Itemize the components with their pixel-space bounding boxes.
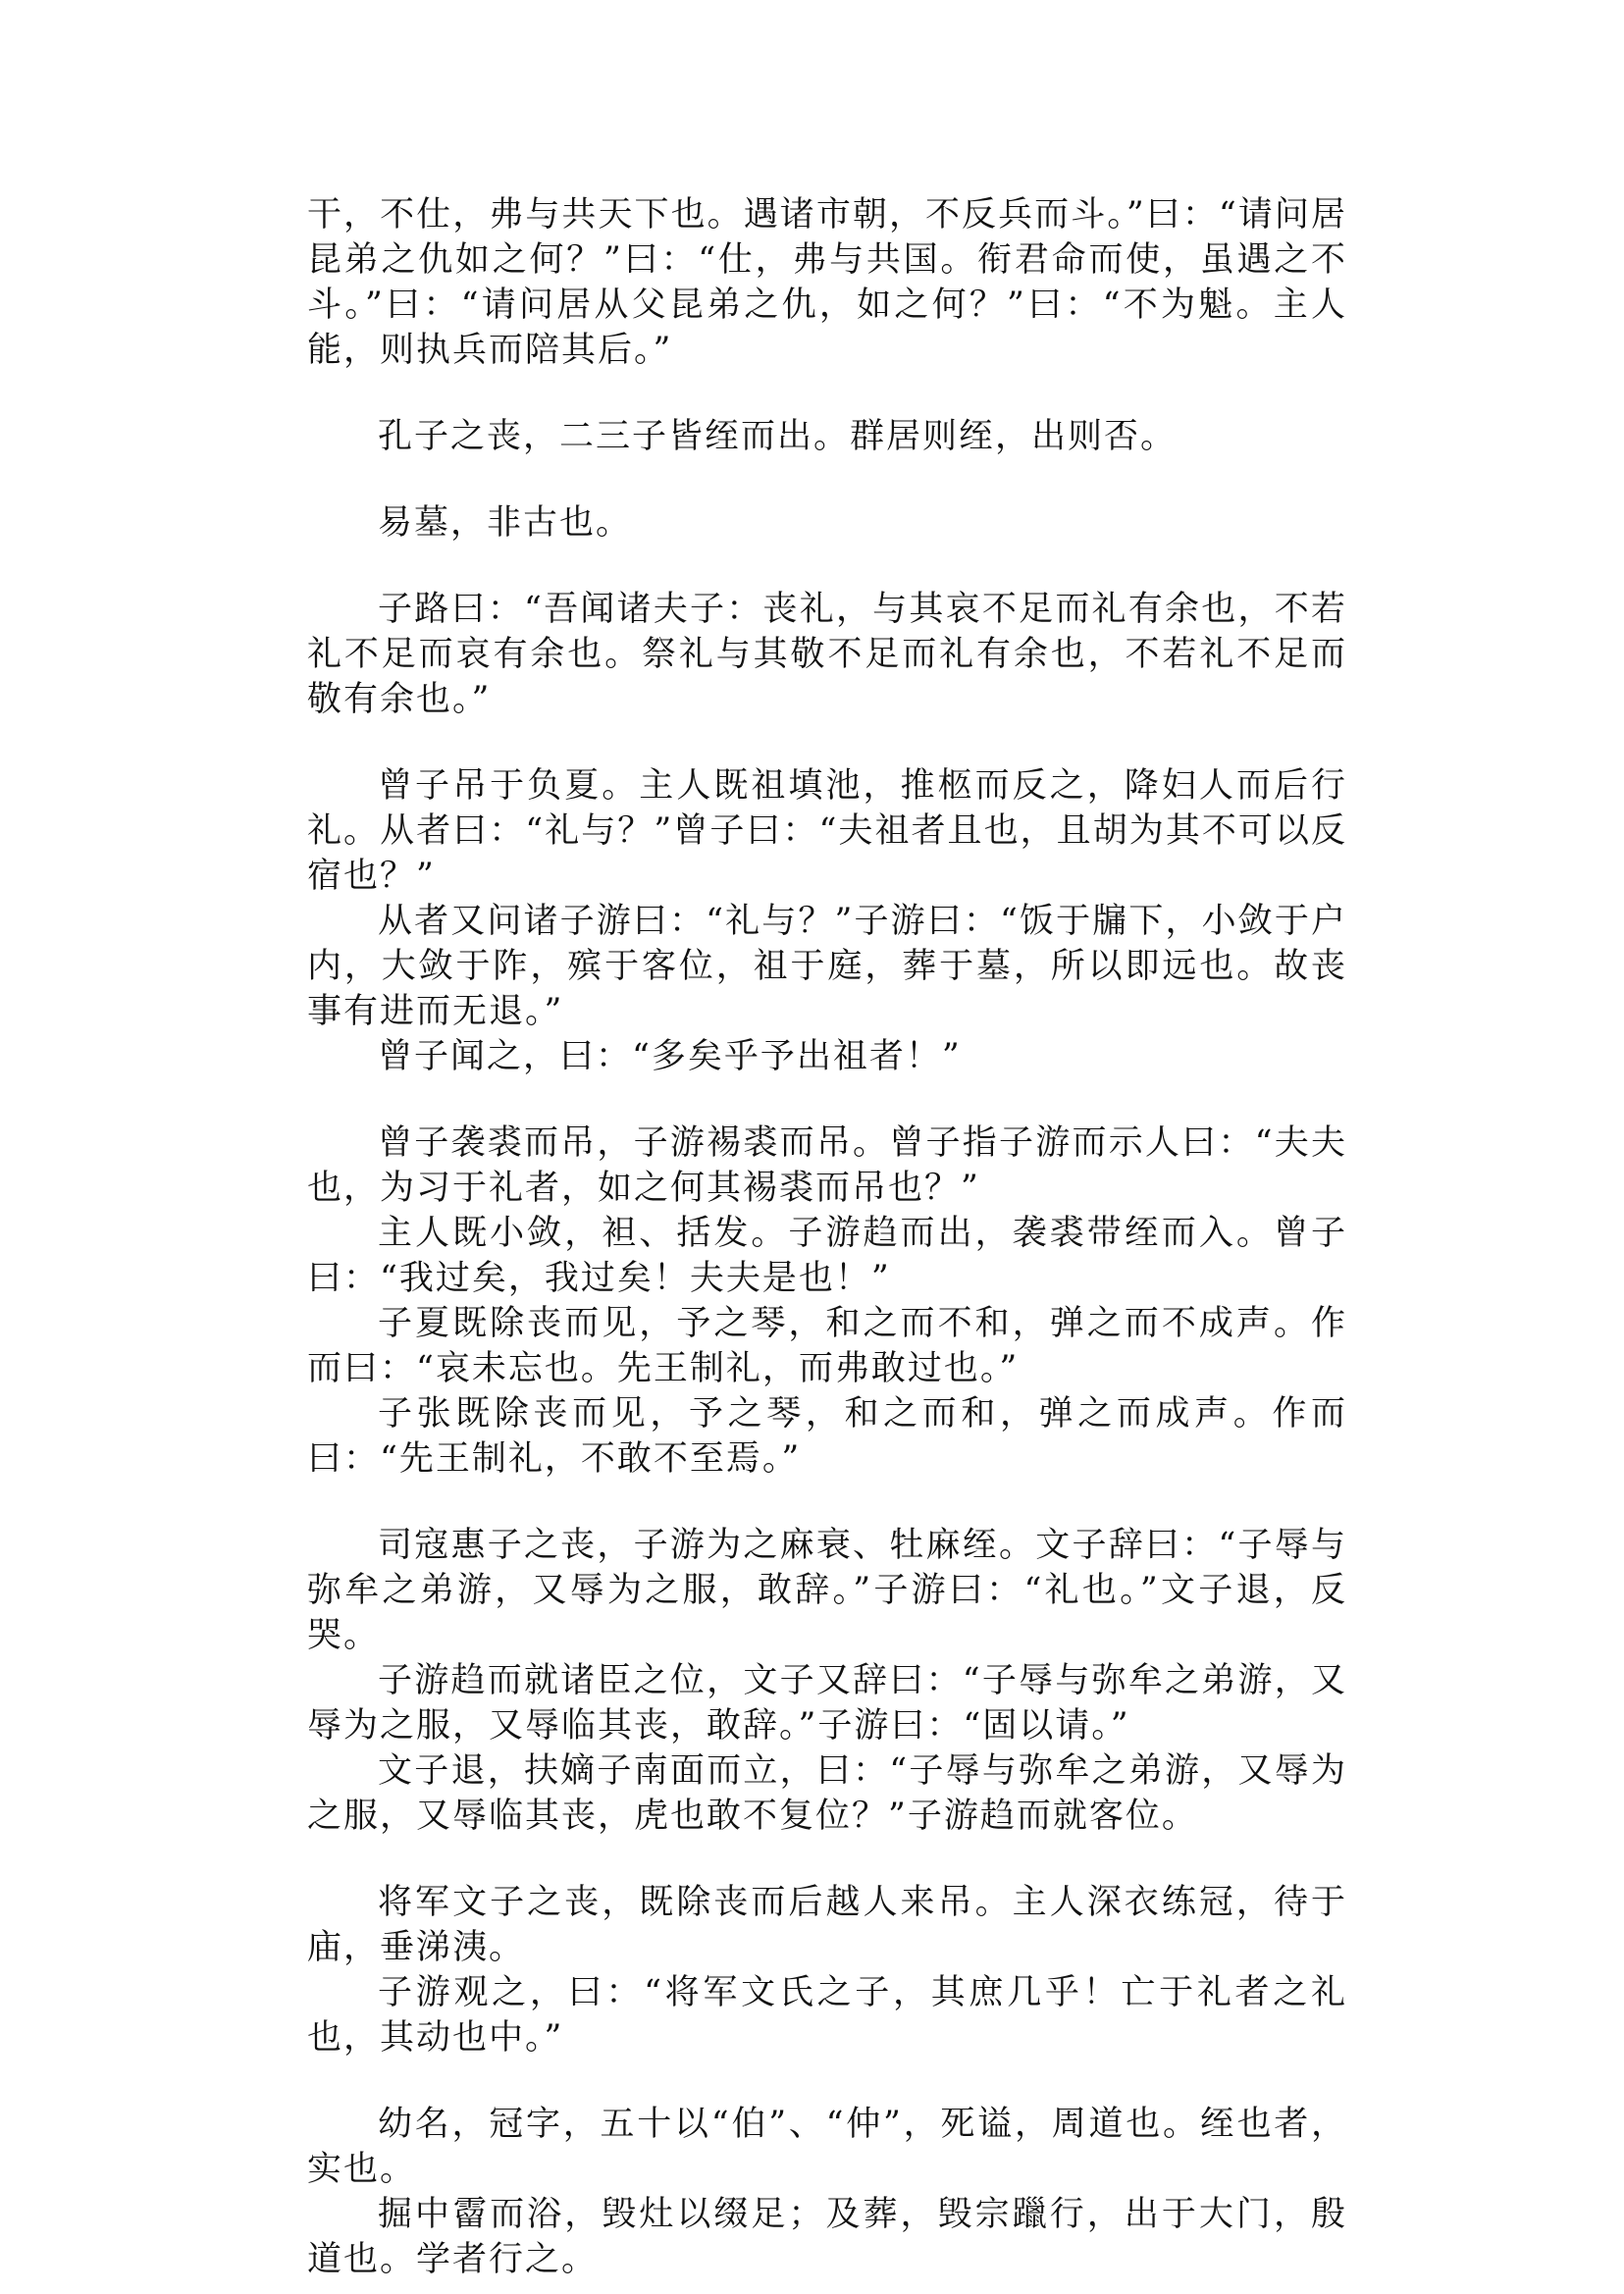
paragraph-3: 易墓，非古也。 — [378, 503, 633, 543]
paragraph-14: 文子退，扶嫡子南面而立，曰：“子辱与弥牟之弟游，又辱为之服，又辱临其丧，虎也敢不复位？”子游趋而就客位。 — [307, 1751, 1347, 1836]
paragraph-18: 掘中霤而浴，毁灶以缀足；及葬，毁宗躐行，出于大门，殷道也。学者行之。 — [307, 2195, 1347, 2279]
paragraph-13: 子游趋而就诸臣之位，文子又辞曰：“子辱与弥牟之弟游，又辱为之服，又辱临其丧，敢辞。”子游曰：“固以请。” — [307, 1661, 1347, 1746]
paragraph-9: 主人既小敛，袒、括发。子游趋而出，袭裘带绖而入。曾子曰：“我过矣，我过矣！夫夫是也！” — [307, 1214, 1347, 1298]
paragraph-17: 幼名，冠字，五十以“伯”、“仲”，死谥，周道也。绖也者，实也。 — [307, 2105, 1347, 2189]
paragraph-16: 子游观之，曰：“将军文氏之子，其庶几乎！亡于礼者之礼也，其动也中。” — [307, 1973, 1347, 2058]
paragraph-15: 将军文子之丧，既除丧而后越人来吊。主人深衣练冠，待于庙，垂涕洟。 — [307, 1883, 1347, 1967]
paragraph-11: 子张既除丧而见，予之琴，和之而和，弹之而成声。作而曰：“先王制礼，不敢不至焉。” — [307, 1394, 1347, 1479]
paragraph-12: 司寇惠子之丧，子游为之麻衰、牡麻绖。文子辞曰：“子辱与弥牟之弟游，又辱为之服，敢辞。”子游曰：“礼也。”文子退，反哭。 — [307, 1526, 1347, 1655]
paragraph-5: 曾子吊于负夏。主人既祖填池，推柩而反之，降妇人而后行礼。从者曰：“礼与？”曾子曰：“夫祖者且也，且胡为其不可以反宿也？” — [307, 766, 1347, 896]
paragraph-7: 曾子闻之，曰：“多矣乎予出祖者！” — [378, 1037, 962, 1076]
paragraph-10: 子夏既除丧而见，予之琴，和之而不和，弹之而不成声。作而曰：“哀未忘也。先王制礼，而弗敢过也。” — [307, 1304, 1347, 1388]
paragraph-2: 孔子之丧，二三子皆绖而出。群居则绖，出则否。 — [378, 417, 1178, 456]
paragraph-4: 子路曰：“吾闻诸夫子：丧礼，与其哀不足而礼有余也，不若礼不足而哀有余也。祭礼与其敬不足而礼有余也，不若礼不足而敬有余也。” — [307, 590, 1347, 719]
paragraph-1: 干，不仕，弗与共天下也。遇诸市朝，不反兵而斗。”曰：“请问居昆弟之仇如之何？”曰：“仕，弗与共国。衔君命而使，虽遇之不斗。”曰：“请问居从父昆弟之仇，如之何？”曰：“不为魁。主人能，则执兵而陪其后。” — [307, 195, 1347, 370]
paragraph-6: 从者又问诸子游曰：“礼与？”子游曰：“饭于牖下，小敛于户内，大敛于阼，殡于客位，祖于庭，葬于墓，所以即远也。故丧事有进而无退。” — [307, 902, 1347, 1031]
paragraph-8: 曾子袭裘而吊，子游裼裘而吊。曾子指子游而示人曰：“夫夫也，为习于礼者，如之何其裼裘而吊也？” — [307, 1123, 1347, 1208]
document-page — [307, 192, 1347, 2282]
